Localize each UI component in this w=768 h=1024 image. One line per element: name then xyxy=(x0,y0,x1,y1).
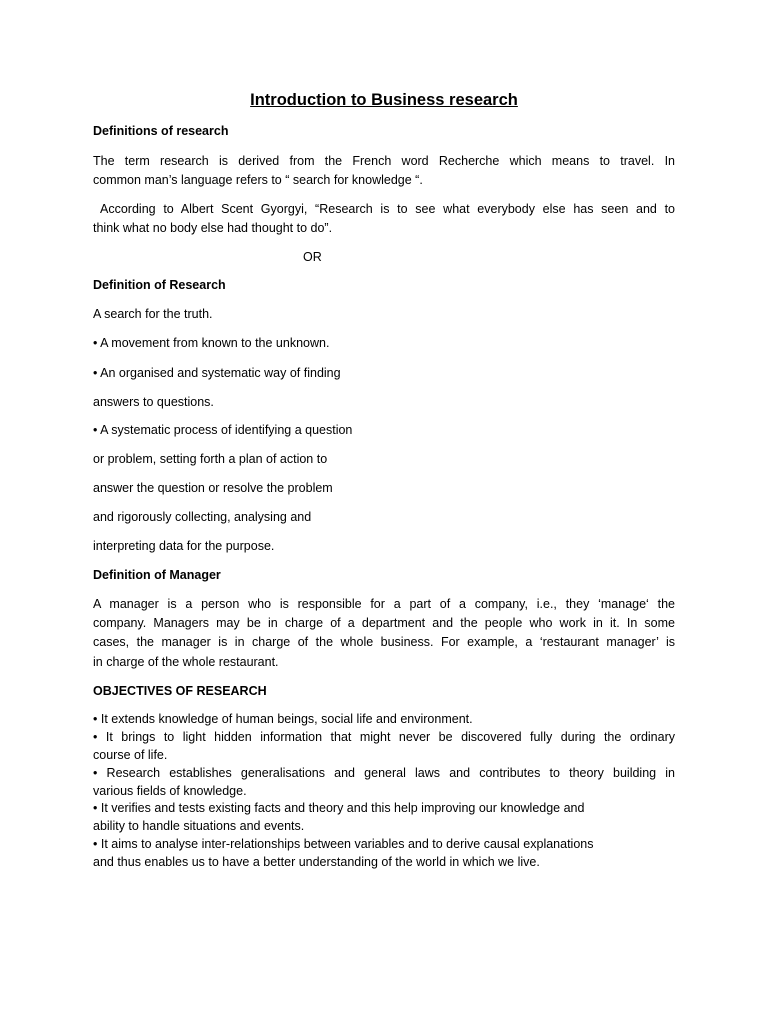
paragraph-line: think what no body else had thought to do”. xyxy=(93,221,333,235)
paragraph-line: common man’s language refers to “ search for knowledge “. xyxy=(93,173,423,187)
or-separator: OR xyxy=(303,250,322,264)
paragraph-line: According to Albert Scent Gyorgyi, “Research is to see what everybody else has seen and to xyxy=(93,202,675,216)
definition-line: • An organised and systematic way of finding xyxy=(93,366,341,380)
definition-line: A search for the truth. xyxy=(93,307,213,321)
definition-line: or problem, setting forth a plan of action to xyxy=(93,452,328,466)
definition-heading: Definition of Research xyxy=(93,278,226,292)
objective-line: ability to handle situations and events. xyxy=(93,819,305,833)
manager-line: in charge of the whole restaurant. xyxy=(93,655,279,669)
definition-line: interpreting data for the purpose. xyxy=(93,539,275,553)
objective-line: • Research establishes generalisations and general laws and contributes to theory building in xyxy=(93,766,675,780)
objective-line: • It verifies and tests existing facts and theory and this help improving our knowledge and xyxy=(93,801,585,815)
objective-line: • It extends knowledge of human beings, social life and environment. xyxy=(93,712,473,726)
objective-line: • It aims to analyse inter-relationships between variables and to derive causal explanations xyxy=(93,837,594,851)
definitions-heading: Definitions of research xyxy=(93,124,229,138)
document-title: Introduction to Business research xyxy=(250,91,518,109)
manager-line: company. Managers may be in charge of a department and the people who work in it. In some xyxy=(93,616,675,630)
definition-line: answer the question or resolve the problem xyxy=(93,481,333,495)
manager-heading: Definition of Manager xyxy=(93,568,221,582)
definition-line: and rigorously collecting, analysing and xyxy=(93,510,312,524)
definition-line: • A systematic process of identifying a question xyxy=(93,423,353,437)
manager-line: cases, the manager is in charge of the whole business. For example, a ‘restaurant manager’ is xyxy=(93,635,675,649)
definition-line: answers to questions. xyxy=(93,395,214,409)
objective-line: various fields of knowledge. xyxy=(93,784,247,798)
definition-line: • A movement from known to the unknown. xyxy=(93,336,330,350)
objective-line: • It brings to light hidden information that might never be discovered fully during the ordinary xyxy=(93,730,675,744)
paragraph-line: The term research is derived from the French word Recherche which means to travel. In xyxy=(93,154,675,168)
objectives-heading: OBJECTIVES OF RESEARCH xyxy=(93,684,267,698)
objective-line: course of life. xyxy=(93,748,168,762)
manager-line: A manager is a person who is responsible for a part of a company, i.e., they ‘manage‘ the xyxy=(93,597,675,611)
objective-line: and thus enables us to have a better understanding of the world in which we live. xyxy=(93,855,540,869)
